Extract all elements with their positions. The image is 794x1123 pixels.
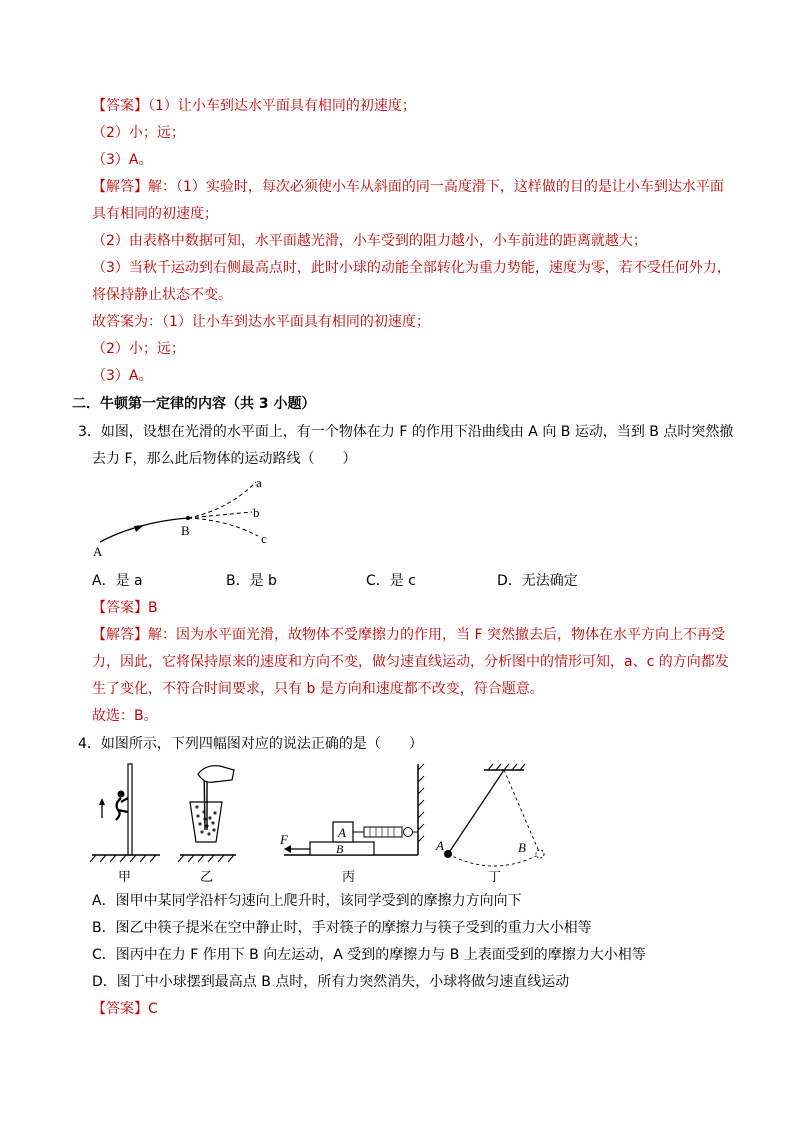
label-a: a [256, 475, 262, 490]
q4-figures [88, 760, 558, 888]
point-b [186, 516, 190, 520]
final-answer-line-2: （2）小；远； [92, 341, 185, 357]
answer-tag: 【答案】 [92, 98, 148, 114]
caption-bing: 丙 [342, 869, 356, 884]
direction-arrow [134, 525, 144, 532]
q3-answer: 【答案】B [92, 600, 158, 616]
explanation-line-2: 具有相同的初速度； [92, 206, 218, 222]
label-c: c [261, 531, 267, 546]
answer-line-2: （2）小；远； [92, 125, 185, 141]
figure-bing [279, 764, 424, 856]
caption-ding: 丁 [488, 869, 502, 884]
figure-yi [178, 766, 236, 862]
q4-stem: 4．如图所示，下列四幅图对应的说法正确的是（ ） [78, 736, 423, 752]
path-b [188, 512, 252, 518]
q3-explanation-line-1: 【解答】解：因为水平面光滑，故物体不受摩擦力的作用，当 F 突然撤去后，物体在水平方向上不再受 [92, 627, 725, 643]
label-block-a: A [338, 825, 346, 840]
caption-yi: 乙 [200, 869, 214, 884]
answer-line-3: （3）A。 [92, 152, 153, 168]
final-answer-line-1: 故答案为：（1）让小车到达水平面具有相同的初速度； [92, 314, 430, 330]
q4-option-b[interactable]: B．图乙中筷子提米在空中静止时，手对筷子的摩擦力与筷子受到的重力大小相等 [92, 920, 592, 936]
q4-answer: 【答案】C [92, 1001, 158, 1017]
q3-stem-line-1: 3．如图，设想在光滑的水平面上，有一个物体在力 F 的作用下沿曲线由 A 向 B 运动，当到 B 点时突然撤 [78, 424, 734, 440]
q3-trajectory-figure [88, 470, 288, 560]
q3-explanation-line-2: 力，因此，它将保持原来的速度和方向不变，做匀速直线运动，分析图中的情形可知，a、c 的方向都发 [92, 654, 729, 670]
figure-ding [435, 764, 544, 866]
explanation-line-3: （2）由表格中数据可知，水平面越光滑，小车受到的阻力越小，小车前进的距离就越大； [92, 233, 647, 249]
path-c [188, 518, 258, 536]
label-point-a: A [93, 544, 103, 559]
label-pendulum-a: A [436, 838, 444, 853]
caption-jia: 甲 [118, 869, 132, 884]
q3-option-a[interactable]: A．是 a [92, 573, 143, 589]
q3-option-c[interactable]: C．是 c [366, 573, 416, 589]
curve-a-to-b [100, 518, 188, 542]
figure-jia [90, 764, 160, 862]
q4-option-a[interactable]: A．图甲中某同学沿杆匀速向上爬升时，该同学受到的摩擦力方向向下 [92, 893, 522, 909]
answer-line-1: 【答案】（1）让小车到达水平面具有相同的初速度； [92, 98, 416, 114]
final-answer-line-3: （3）A。 [92, 368, 153, 384]
q3-option-d[interactable]: D．无法确定 [497, 573, 578, 589]
explanation-tag: 【解答】 [92, 179, 148, 195]
q4-option-c[interactable]: C．图丙中在力 F 作用下 B 向左运动，A 受到的摩擦力与 B 上表面受到的摩擦力大小相等 [92, 947, 646, 963]
q3-option-b[interactable]: B．是 b [226, 573, 277, 589]
label-block-b: B [336, 842, 344, 856]
q3-explanation-line-3: 生了变化，不符合时间要求，只有 b 是方向和速度都不改变，符合题意。 [92, 681, 544, 697]
section-title: 二．牛顿第一定律的内容（共 3 小题） [72, 396, 316, 412]
label-pendulum-b: B [518, 840, 526, 855]
q3-stem-line-2: 去力 F，那么此后物体的运动路线（ ） [92, 451, 357, 467]
label-force-f: F [280, 832, 288, 847]
label-b: b [253, 505, 260, 520]
explanation-line-1: 【解答】解：（1）实验时，每次必须使小车从斜面的同一高度滑下，这样做的目的是让小车到达水平面 [92, 179, 724, 195]
explanation-line-5: 将保持静止状态不变。 [92, 287, 232, 303]
q3-choose: 故选：B。 [92, 708, 158, 724]
explanation-line-4: （3）当秋千运动到右侧最高点时，此时小球的动能全部转化为重力势能，速度为零，若不受任何外力， [92, 260, 731, 276]
q4-option-d[interactable]: D．图丁中小球摆到最高点 B 点时，所有力突然消失，小球将做匀速直线运动 [92, 974, 570, 990]
label-point-b: B [181, 523, 190, 538]
